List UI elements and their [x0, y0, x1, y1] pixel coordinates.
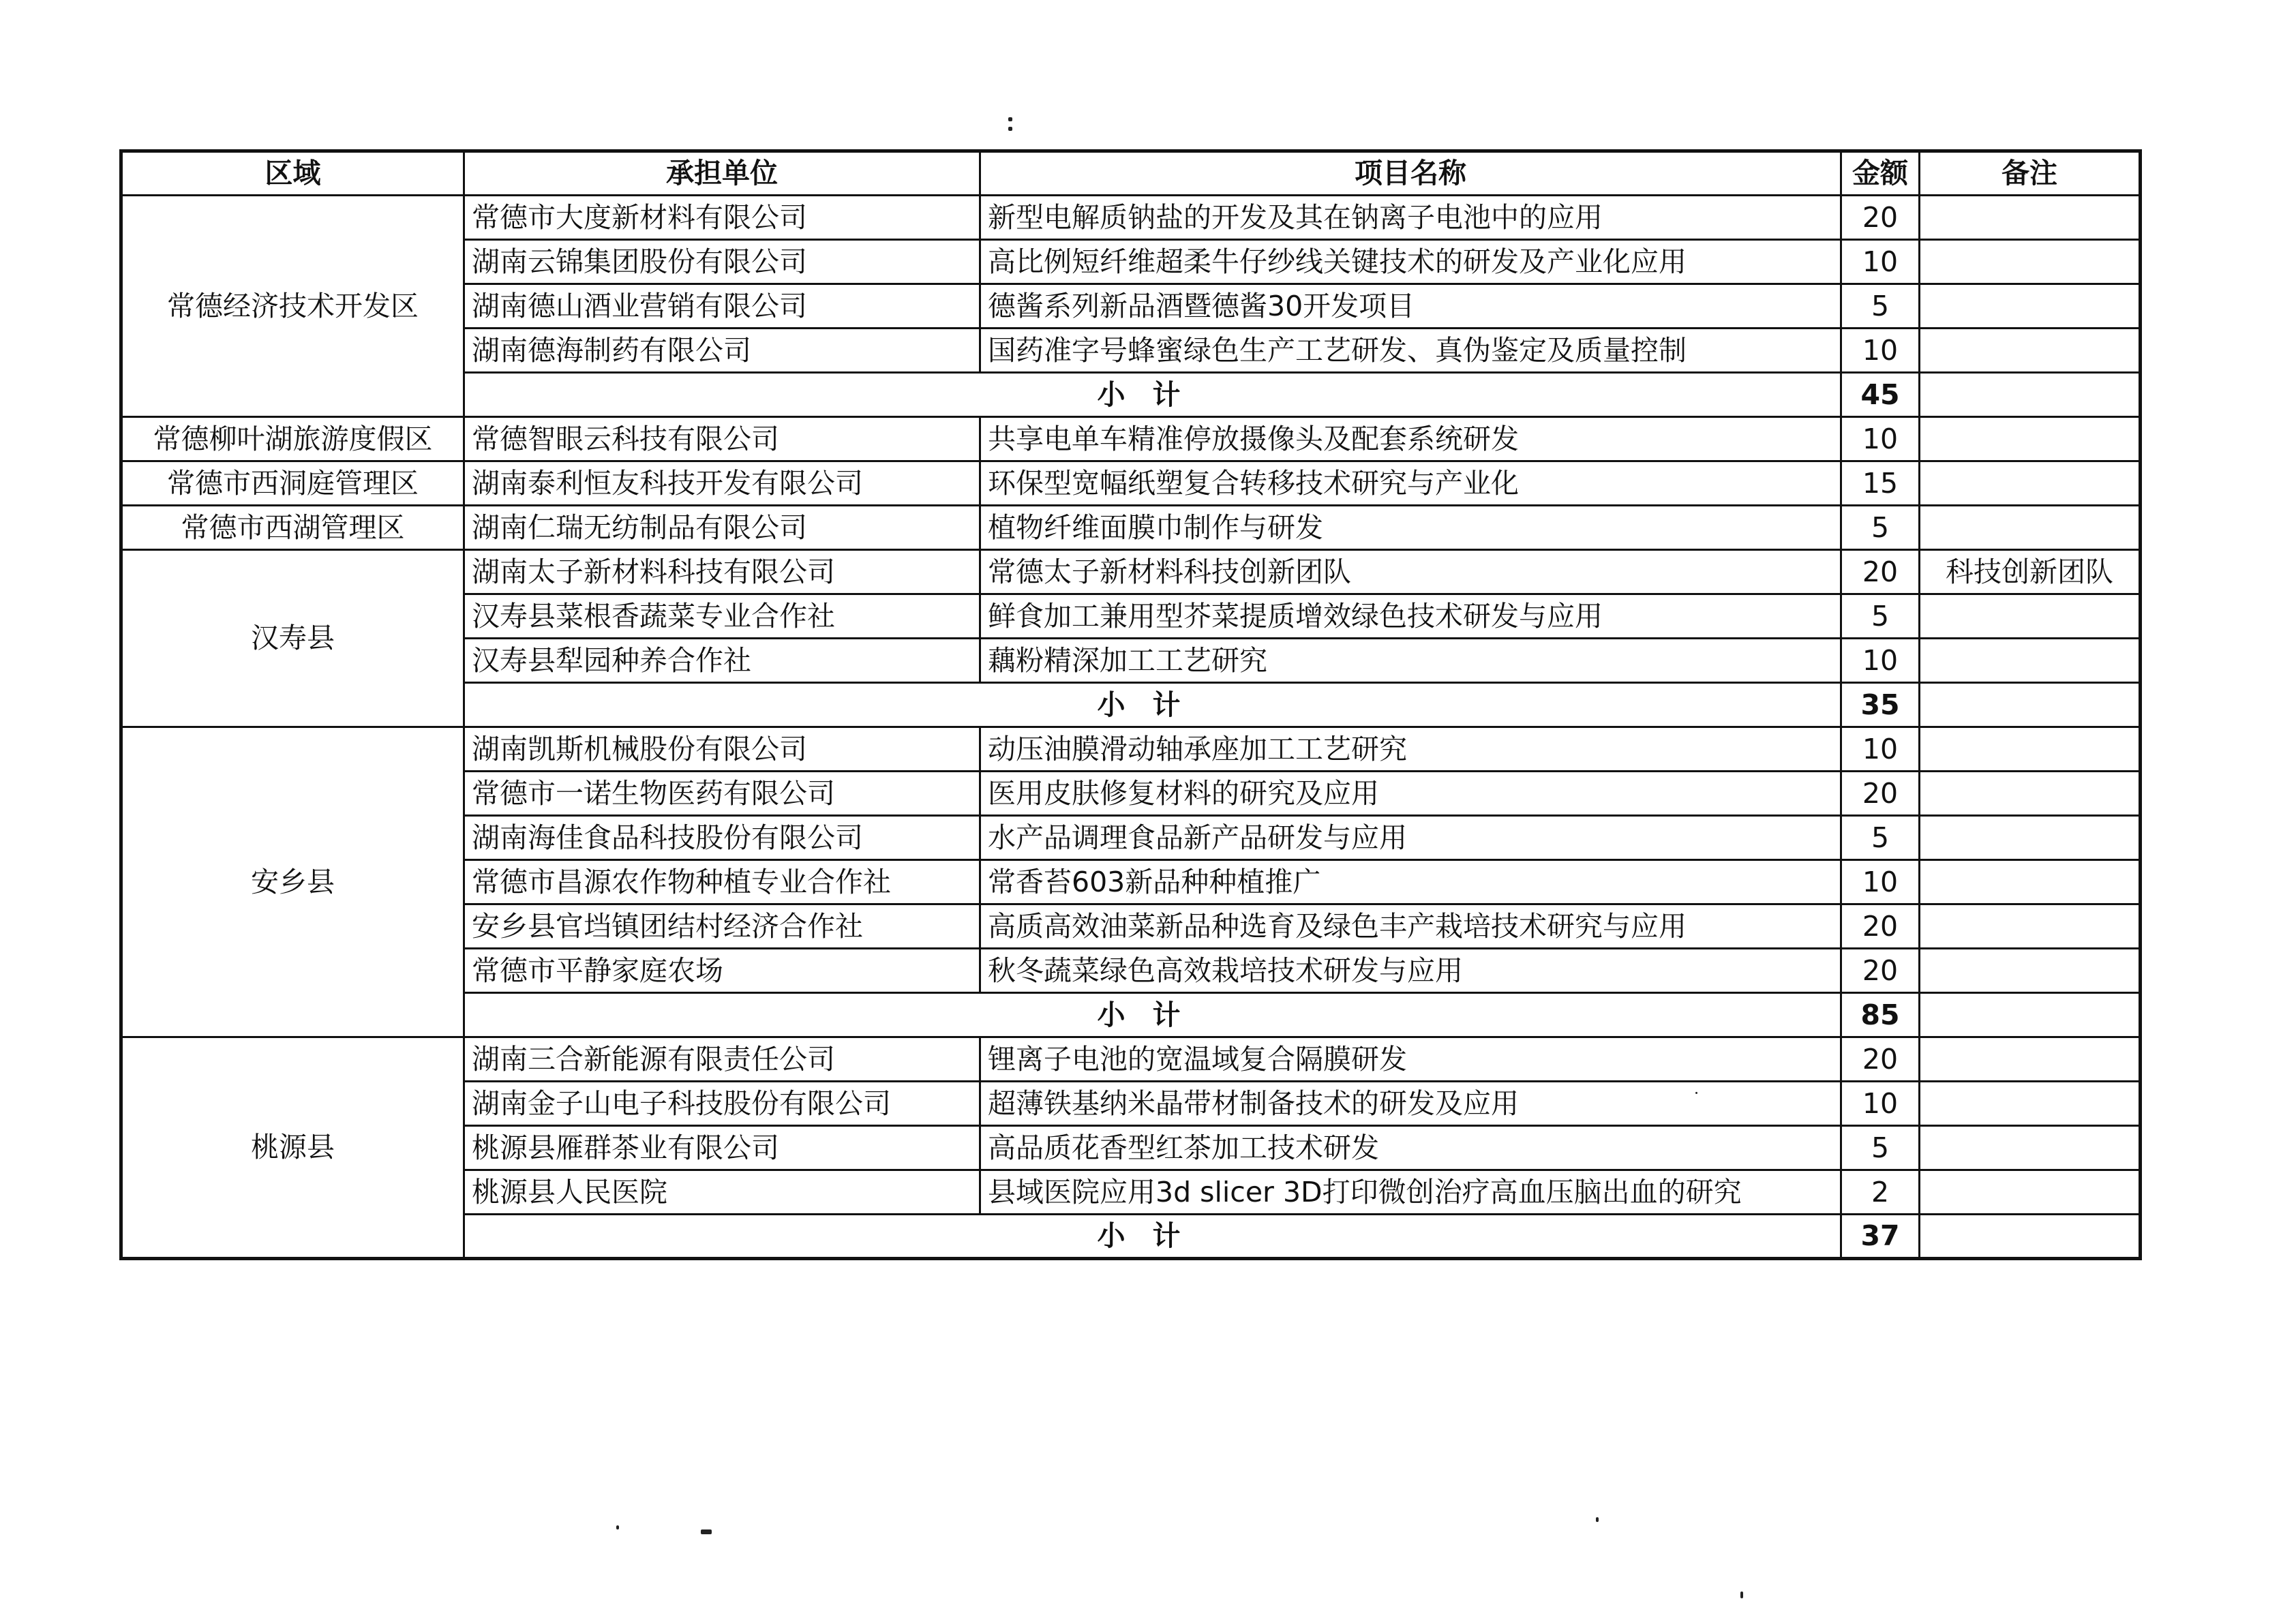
project-cell: 常香苔603新品种种植推广 [980, 860, 1841, 904]
note-cell [1920, 506, 2141, 550]
unit-cell: 汉寿县菜根香蔬菜专业合作社 [464, 594, 980, 639]
project-cell: 高质高效油菜新品种选育及绿色丰产栽培技术研究与应用 [980, 904, 1841, 949]
region-cell: 常德市西洞庭管理区 [121, 461, 464, 506]
amount-cell: 20 [1841, 772, 1920, 816]
scan-speck [701, 1529, 712, 1534]
project-cell: 常德太子新材料科技创新团队 [980, 550, 1841, 594]
project-cell: 藕粉精深加工工艺研究 [980, 639, 1841, 683]
note-cell [1920, 240, 2141, 284]
subtotal-label: 小计 [464, 993, 1841, 1037]
subtotal-amount: 35 [1841, 683, 1920, 727]
header-region: 区域 [121, 151, 464, 196]
table-row [121, 727, 2141, 772]
region-cell: 汉寿县 [121, 550, 464, 727]
subtotal-amount: 45 [1841, 373, 1920, 417]
project-cell: 超薄铁基纳米晶带材制备技术的研发及应用 [980, 1082, 1841, 1126]
note-cell [1920, 1126, 2141, 1170]
note-cell [1920, 1082, 2141, 1126]
unit-cell: 湖南太子新材料科技有限公司 [464, 550, 980, 594]
unit-cell: 汉寿县犁园种养合作社 [464, 639, 980, 683]
region-cell: 常德市西湖管理区 [121, 506, 464, 550]
unit-cell: 安乡县官垱镇团结村经济合作社 [464, 904, 980, 949]
unit-cell: 湖南德山酒业营销有限公司 [464, 284, 980, 329]
unit-cell: 常德市一诺生物医药有限公司 [464, 772, 980, 816]
unit-cell: 湖南金子山电子科技股份有限公司 [464, 1082, 980, 1126]
project-cell: 高品质花香型红茶加工技术研发 [980, 1126, 1841, 1170]
unit-cell: 桃源县雁群茶业有限公司 [464, 1126, 980, 1170]
note-cell [1920, 417, 2141, 461]
amount-cell: 5 [1841, 284, 1920, 329]
table-row [121, 196, 2141, 240]
region-cell: 桃源县 [121, 1037, 464, 1259]
table-row [121, 506, 2141, 550]
note-cell [1920, 772, 2141, 816]
project-cell: 植物纤维面膜巾制作与研发 [980, 506, 1841, 550]
table-row [121, 1037, 2141, 1082]
note-cell [1920, 461, 2141, 506]
amount-cell: 5 [1841, 816, 1920, 860]
amount-cell: 5 [1841, 506, 1920, 550]
scan-speck [1008, 127, 1012, 131]
note-cell [1920, 1037, 2141, 1082]
scan-speck [1695, 1092, 1697, 1094]
project-funding-table [119, 149, 2142, 1260]
project-cell: 锂离子电池的宽温域复合隔膜研发 [980, 1037, 1841, 1082]
table-body [121, 196, 2141, 1259]
scan-speck [1596, 1517, 1599, 1522]
subtotal-label: 小计 [464, 373, 1841, 417]
project-cell: 秋冬蔬菜绿色高效栽培技术研发与应用 [980, 949, 1841, 993]
project-cell: 环保型宽幅纸塑复合转移技术研究与产业化 [980, 461, 1841, 506]
note-cell [1920, 1170, 2141, 1215]
region-cell: 常德经济技术开发区 [121, 196, 464, 417]
scan-speck [616, 1525, 619, 1529]
project-cell: 高比例短纤维超柔牛仔纱线关键技术的研发及产业化应用 [980, 240, 1841, 284]
subtotal-label: 小计 [464, 1215, 1841, 1259]
unit-cell: 湖南德海制药有限公司 [464, 329, 980, 373]
note-cell [1920, 816, 2141, 860]
amount-cell: 15 [1841, 461, 1920, 506]
amount-cell: 5 [1841, 594, 1920, 639]
note-cell [1920, 904, 2141, 949]
subtotal-note-cell [1920, 373, 2141, 417]
table-row [121, 417, 2141, 461]
note-cell [1920, 284, 2141, 329]
amount-cell: 10 [1841, 639, 1920, 683]
region-cell: 安乡县 [121, 727, 464, 1037]
amount-cell: 5 [1841, 1126, 1920, 1170]
note-cell [1920, 196, 2141, 240]
header-amount: 金额 [1841, 151, 1920, 196]
header-project: 项目名称 [980, 151, 1841, 196]
amount-cell: 10 [1841, 1082, 1920, 1126]
amount-cell: 20 [1841, 550, 1920, 594]
unit-cell: 常德市大度新材料有限公司 [464, 196, 980, 240]
project-cell: 鲜食加工兼用型芥菜提质增效绿色技术研发与应用 [980, 594, 1841, 639]
note-cell [1920, 594, 2141, 639]
note-cell [1920, 329, 2141, 373]
note-cell [1920, 639, 2141, 683]
project-cell: 德酱系列新品酒暨德酱30开发项目 [980, 284, 1841, 329]
amount-cell: 10 [1841, 329, 1920, 373]
project-cell: 国药准字号蜂蜜绿色生产工艺研发、真伪鉴定及质量控制 [980, 329, 1841, 373]
table-row [121, 550, 2141, 594]
project-cell: 医用皮肤修复材料的研究及应用 [980, 772, 1841, 816]
amount-cell: 20 [1841, 1037, 1920, 1082]
project-cell: 水产品调理食品新产品研发与应用 [980, 816, 1841, 860]
project-cell: 共享电单车精准停放摄像头及配套系统研发 [980, 417, 1841, 461]
subtotal-note-cell [1920, 993, 2141, 1037]
unit-cell: 湖南仁瑞无纺制品有限公司 [464, 506, 980, 550]
amount-cell: 10 [1841, 417, 1920, 461]
unit-cell: 湖南海佳食品科技股份有限公司 [464, 816, 980, 860]
unit-cell: 常德市平静家庭农场 [464, 949, 980, 993]
scan-speck [1740, 1592, 1743, 1598]
note-cell [1920, 860, 2141, 904]
subtotal-amount: 85 [1841, 993, 1920, 1037]
unit-cell: 湖南三合新能源有限责任公司 [464, 1037, 980, 1082]
note-cell [1920, 727, 2141, 772]
subtotal-note-cell [1920, 1215, 2141, 1259]
subtotal-amount: 37 [1841, 1215, 1920, 1259]
amount-cell: 20 [1841, 196, 1920, 240]
amount-cell: 10 [1841, 727, 1920, 772]
header-unit: 承担单位 [464, 151, 980, 196]
unit-cell: 湖南云锦集团股份有限公司 [464, 240, 980, 284]
note-cell [1920, 949, 2141, 993]
amount-cell: 20 [1841, 949, 1920, 993]
amount-cell: 10 [1841, 860, 1920, 904]
unit-cell: 常德市昌源农作物种植专业合作社 [464, 860, 980, 904]
unit-cell: 桃源县人民医院 [464, 1170, 980, 1215]
unit-cell: 湖南凯斯机械股份有限公司 [464, 727, 980, 772]
scan-speck [1008, 117, 1012, 121]
project-cell: 动压油膜滑动轴承座加工工艺研究 [980, 727, 1841, 772]
header-note: 备注 [1920, 151, 2141, 196]
project-cell: 县域医院应用3d slicer 3D打印微创治疗高血压脑出血的研究 [980, 1170, 1841, 1215]
subtotal-label: 小计 [464, 683, 1841, 727]
subtotal-note-cell [1920, 683, 2141, 727]
amount-cell: 20 [1841, 904, 1920, 949]
amount-cell: 10 [1841, 240, 1920, 284]
amount-cell: 2 [1841, 1170, 1920, 1215]
table-row [121, 461, 2141, 506]
project-cell: 新型电解质钠盐的开发及其在钠离子电池中的应用 [980, 196, 1841, 240]
region-cell: 常德柳叶湖旅游度假区 [121, 417, 464, 461]
unit-cell: 常德智眼云科技有限公司 [464, 417, 980, 461]
note-cell: 科技创新团队 [1920, 550, 2141, 594]
table-header-row [121, 151, 2141, 196]
unit-cell: 湖南泰利恒友科技开发有限公司 [464, 461, 980, 506]
